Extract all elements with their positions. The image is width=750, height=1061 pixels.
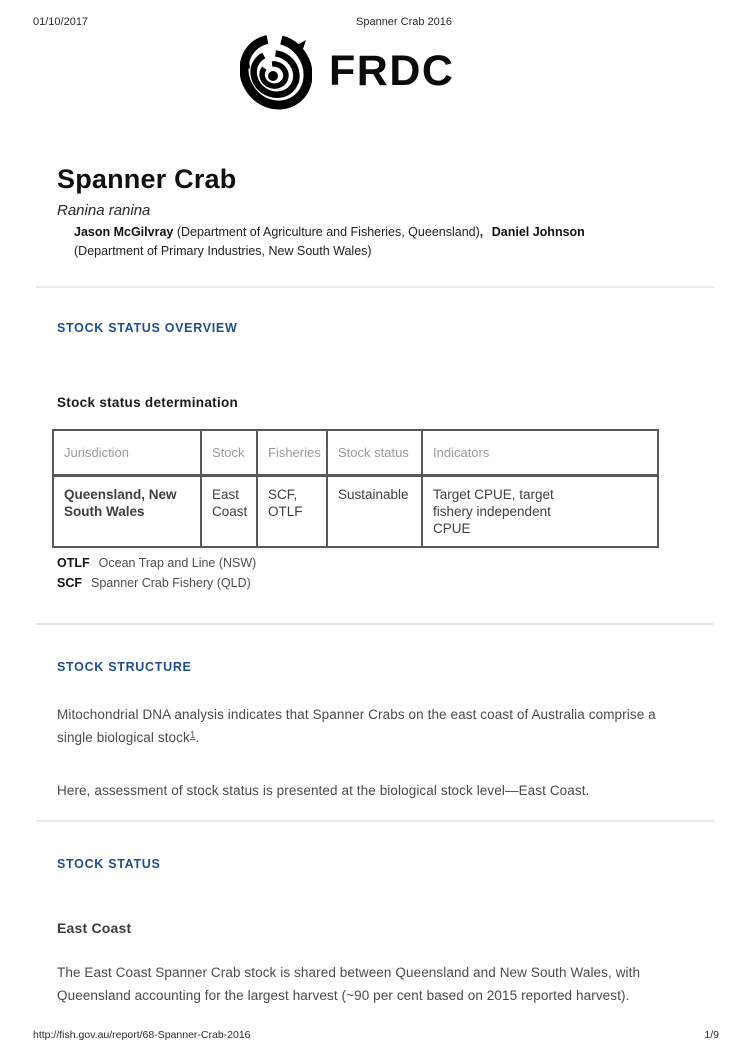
- author-separator: ,: [479, 225, 484, 239]
- stock-structure-paragraph: [57, 703, 659, 751]
- table-header-row: [53, 430, 658, 475]
- print-footer-url: http://fish.gov.au/report/68-Spanner-Crab-2016: [33, 1029, 251, 1041]
- col-header-stock: Stock: [201, 430, 257, 475]
- stock-status-table: [52, 429, 659, 548]
- print-header-title: Spanner Crab 2016: [356, 16, 453, 28]
- footnote-abbr: OTLF: [57, 556, 90, 570]
- table-footnotes: [57, 554, 256, 593]
- section-divider: [36, 623, 714, 625]
- col-header-jurisdiction: Jurisdiction: [53, 430, 201, 475]
- paragraph-period: .: [195, 730, 200, 745]
- assessment-level-paragraph: Here, assessment of stock status is presented at the biological stock level—East Coast.: [57, 783, 590, 798]
- author-affiliation-1: (Department of Agriculture and Fisheries, Queensland): [173, 225, 480, 239]
- section-divider: [36, 286, 714, 288]
- col-header-fisheries: Fisheries: [257, 430, 327, 475]
- footnote-definition: Spanner Crab Fishery (QLD): [91, 575, 251, 590]
- cell-stock: East Coast: [201, 475, 257, 547]
- frdc-logo: [240, 32, 454, 110]
- cell-stock-status: Sustainable: [327, 475, 422, 547]
- section-divider: [36, 820, 714, 822]
- footnote-otlf: [57, 554, 256, 574]
- author-name-2: Daniel Johnson: [491, 225, 585, 239]
- reference-1-link[interactable]: 1: [189, 729, 196, 741]
- cell-jurisdiction: Queensland, New South Wales: [53, 475, 201, 547]
- cell-fisheries: SCF, OTLF: [257, 475, 327, 547]
- table-row: [53, 475, 658, 547]
- author-line: [74, 223, 652, 261]
- heading-east-coast: East Coast: [57, 920, 132, 936]
- frdc-spiral-shell-icon: [240, 32, 312, 110]
- frdc-logo-text: FRDC: [329, 46, 455, 95]
- author-name-1: Jason McGilvray: [74, 225, 174, 239]
- author-affiliation-2: (Department of Primary Industries, New South Wales): [74, 244, 372, 258]
- col-header-stock-status: Stock status: [327, 430, 422, 475]
- paragraph-text: Mitochondrial DNA analysis indicates that Spanner Crabs on the east coast of Australia comprise a single biological stock: [57, 707, 656, 745]
- footnote-definition: Ocean Trap and Line (NSW): [98, 556, 257, 570]
- east-coast-paragraph: The East Coast Spanner Crab stock is shared between Queensland and New South Wales, with Queensland accounting for the largest harvest (~90 per cent based on 2015 reported harvest).: [57, 965, 641, 1003]
- col-header-indicators: Indicators: [422, 430, 658, 475]
- article-title: Spanner Crab: [57, 164, 237, 194]
- species-name: Ranina ranina: [57, 202, 151, 219]
- print-footer-page-number: 1/9: [704, 1029, 719, 1041]
- footnote-scf: [57, 574, 256, 594]
- heading-stock-status: STOCK STATUS: [57, 857, 161, 871]
- heading-stock-status-overview: STOCK STATUS OVERVIEW: [57, 321, 238, 335]
- heading-stock-status-determination: Stock status determination: [57, 395, 239, 410]
- print-header-date: 01/10/2017: [33, 16, 89, 28]
- heading-stock-structure: STOCK STRUCTURE: [57, 660, 192, 674]
- footnote-abbr: SCF: [57, 575, 82, 590]
- cell-indicators: Target CPUE, target fishery independent CPUE: [422, 475, 658, 547]
